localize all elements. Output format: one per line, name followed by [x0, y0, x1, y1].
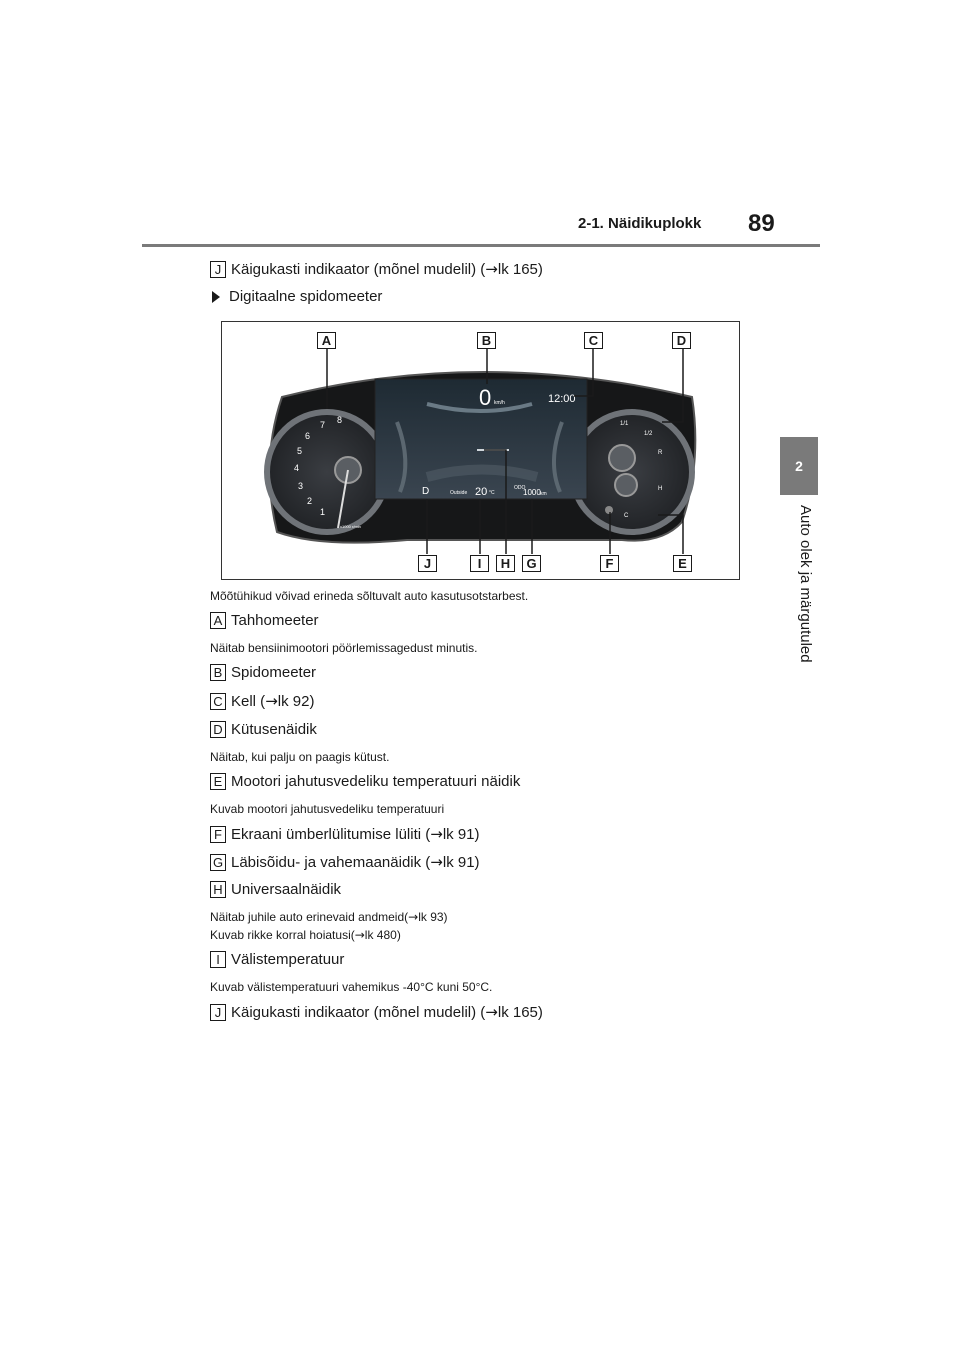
entry-title: Universaalnäidik: [231, 881, 342, 898]
entry-title: Välistemperatuur: [231, 951, 345, 968]
header-divider: [142, 244, 820, 247]
chapter-tab: 2: [780, 437, 818, 495]
tach-number-1: 1: [320, 507, 326, 517]
letter-box: I: [210, 951, 226, 968]
tach-unit: x1000 r/min: [340, 524, 361, 529]
entry-e: [210, 773, 520, 790]
tachometer-dial: [267, 412, 387, 532]
arrow-icon: →: [485, 1003, 498, 1021]
letter-box: C: [210, 693, 226, 710]
entry-note: Näitab bensiinimootori pöörlemissagedust minutis.: [210, 641, 478, 655]
temp-hub: [615, 474, 637, 496]
arrow-icon: →: [408, 910, 419, 924]
callout-e: E: [673, 555, 692, 572]
instrument-cluster-figure: [221, 321, 740, 580]
entry-title: Spidomeeter: [231, 664, 317, 681]
odo-unit: km: [540, 491, 547, 497]
callout-j: J: [418, 555, 437, 572]
entry-title: Käigukasti indikaator (mõnel mudelil) (: [231, 1003, 486, 1021]
letter-box: E: [210, 773, 226, 790]
entry-note: Näitab, kui palju on paagis kütust.: [210, 750, 390, 764]
bullet-triangle-icon: [212, 291, 220, 303]
entry-title: Mootori jahutusvedeliku temperatuuri näidik: [231, 773, 521, 790]
ready-mark: R: [658, 450, 663, 456]
fuel-half-mark: 1/2: [644, 431, 653, 437]
entry-b: [210, 664, 316, 681]
figure-caption: Mõõtühikud võivad erineda sõltuvalt auto kasutusotstarbest.: [210, 589, 529, 603]
arrow-icon: →: [265, 692, 278, 710]
tach-number-8: 8: [337, 415, 343, 425]
entry-top-j: [210, 260, 543, 278]
callout-f: F: [600, 555, 619, 572]
tach-number-7: 7: [320, 420, 326, 430]
letter-box: D: [210, 721, 226, 738]
speed-unit: km/h: [494, 400, 505, 406]
callout-a: A: [317, 332, 336, 349]
entry-title: Tahhomeeter: [231, 612, 319, 629]
section-title: 2-1. Näidikuplokk: [578, 215, 702, 232]
arrow-icon: →: [485, 260, 498, 278]
letter-box: G: [210, 854, 226, 871]
letter-box: F: [210, 826, 226, 843]
callout-i: I: [470, 555, 489, 572]
entry-title-after: lk 91): [442, 853, 480, 871]
odo-value: 1000: [523, 488, 541, 497]
temp-hot-mark: H: [658, 486, 663, 492]
entry-note: Kuvab välistemperatuuri vahemikus -40°C kuni 50°C.: [210, 980, 493, 994]
arrow-icon: →: [430, 853, 443, 871]
callout-g: G: [522, 555, 541, 572]
entry-title: Läbisõidu- ja vahemaanäidik (: [231, 853, 431, 871]
switch-button: [605, 506, 613, 514]
letter-box: J: [210, 1004, 226, 1021]
clock-readout: 12:00: [548, 393, 576, 405]
entry-j: [210, 1003, 543, 1021]
entry-title-after: lk 92): [277, 692, 315, 710]
letter-box: A: [210, 612, 226, 629]
entry-a: [210, 612, 319, 629]
entry-text-after: lk 165): [497, 260, 543, 278]
tach-number-4: 4: [294, 463, 300, 473]
entry-title-after: lk 165): [497, 1003, 543, 1021]
entry-title-after: lk 91): [442, 825, 480, 843]
callout-h: H: [496, 555, 515, 572]
entry-f: [210, 825, 480, 843]
letter-box: J: [210, 261, 226, 278]
entry-title: Kütusenäidik: [231, 721, 317, 738]
entry-h: [210, 881, 341, 898]
gear-indicator: D: [422, 486, 430, 497]
section-heading: [212, 288, 382, 305]
callout-b: B: [477, 332, 496, 349]
letter-box: H: [210, 881, 226, 898]
fuel-temp-dial: [572, 412, 692, 532]
tach-number-6: 6: [305, 431, 311, 441]
odo-label: ODO: [514, 485, 526, 491]
chapter-title: Auto olek ja märgutuled: [797, 505, 814, 663]
section-heading-text: Digitaalne spidomeeter: [229, 288, 383, 305]
entry-note-1: Näitab juhile auto erinevaid andmeid(→lk 93): [210, 910, 448, 924]
entry-title: Ekraani ümberlülitumise lüliti (: [231, 825, 431, 843]
arrow-icon: →: [354, 928, 365, 942]
callout-c: C: [584, 332, 603, 349]
entry-note-2: Kuvab rikke korral hoiatusi(→lk 480): [210, 928, 401, 942]
outside-label: Outside: [450, 490, 468, 496]
entry-title: Kell (: [231, 692, 266, 710]
fuel-full-mark: 1/1: [620, 421, 629, 427]
letter-box: B: [210, 664, 226, 681]
tach-number-3: 3: [298, 481, 304, 491]
tach-number-5: 5: [297, 446, 303, 456]
arrow-icon: →: [430, 825, 443, 843]
entry-text: Käigukasti indikaator (mõnel mudelil) (: [231, 260, 486, 278]
entry-note: Kuvab mootori jahutusvedeliku temperatuuri: [210, 802, 445, 816]
outside-temp: 20: [475, 486, 488, 498]
outside-temp-unit: °C: [489, 490, 495, 496]
entry-c: [210, 692, 314, 710]
entry-g: [210, 853, 480, 871]
instrument-cluster-illustration: [222, 322, 741, 581]
entry-d: [210, 721, 317, 738]
callout-d: D: [672, 332, 691, 349]
speed-value: 0: [479, 385, 492, 410]
fuel-hub: [609, 445, 635, 471]
entry-i: [210, 951, 344, 968]
tach-number-2: 2: [307, 496, 313, 506]
temp-cold-mark: C: [624, 513, 629, 519]
page-number: 89: [748, 210, 775, 237]
